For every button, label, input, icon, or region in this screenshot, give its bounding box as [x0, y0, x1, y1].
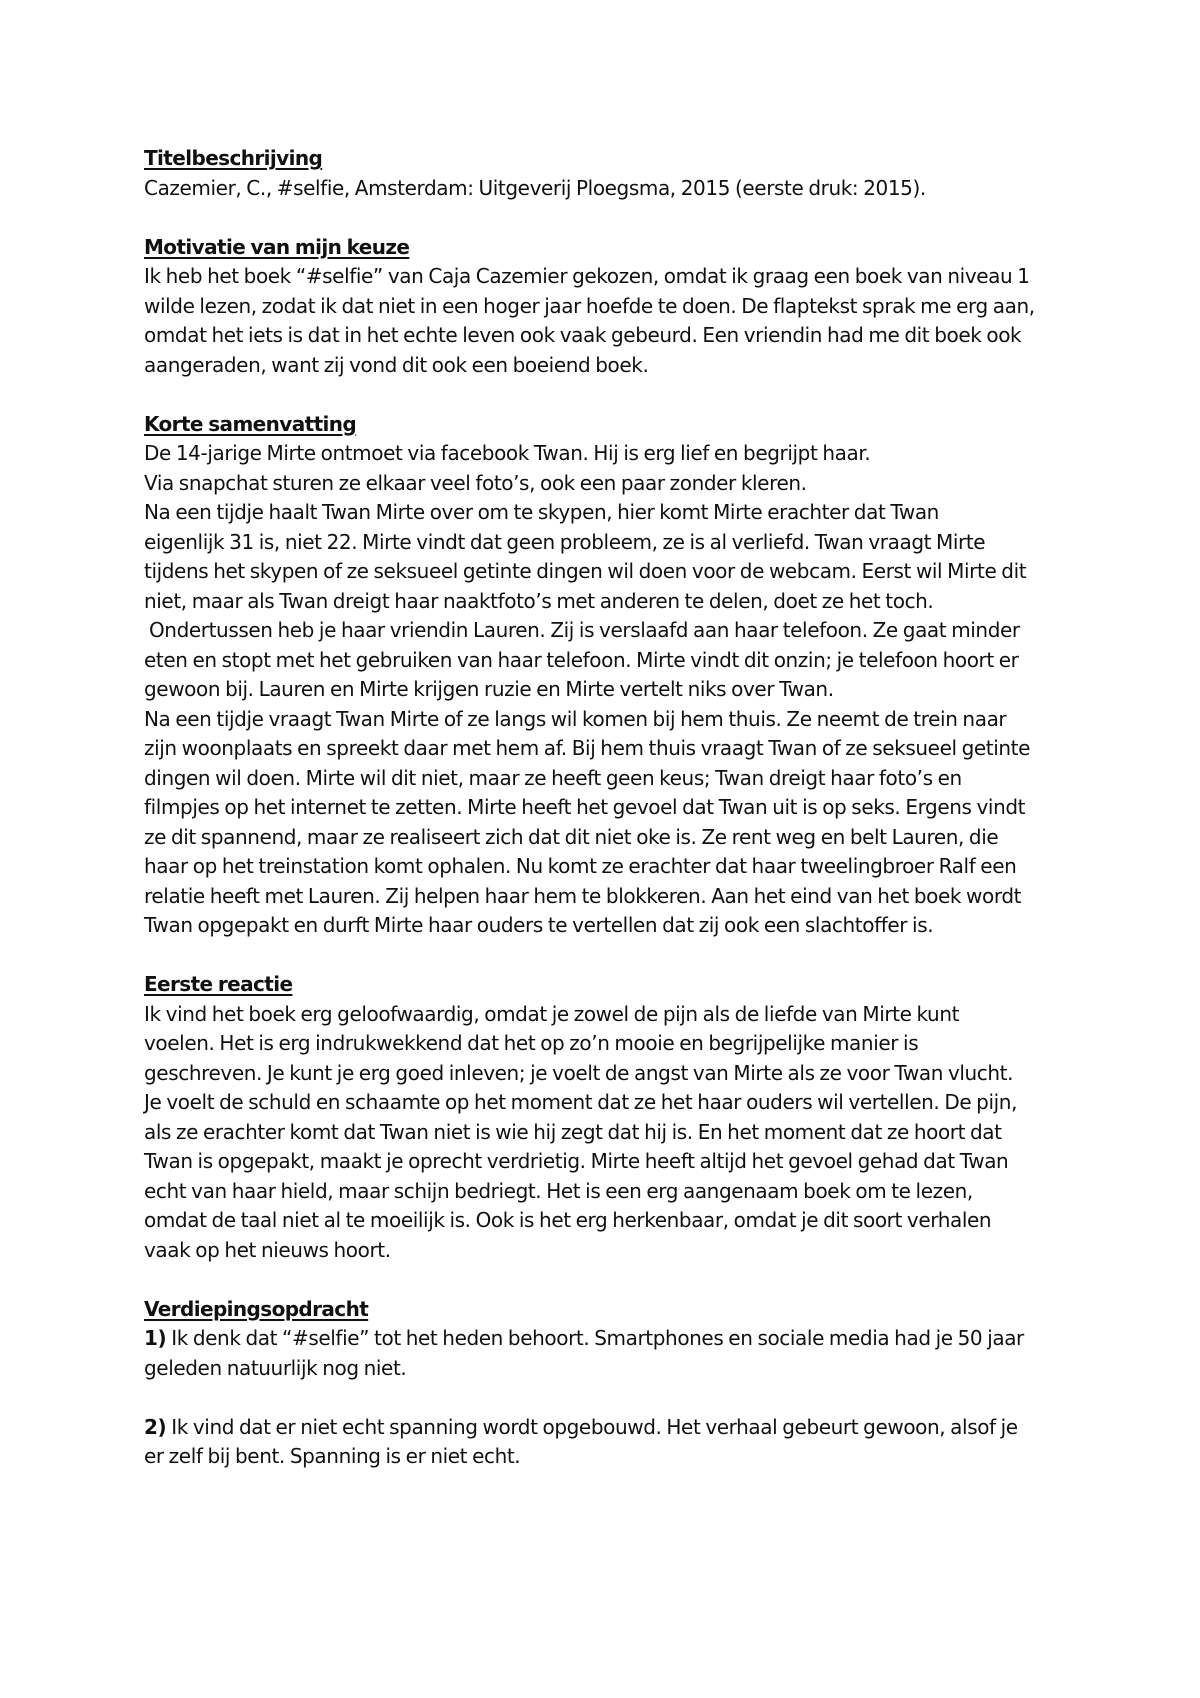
section-verdiepingsopdracht: [144, 1295, 1064, 1472]
text-line: voelen. Het is erg indrukwekkend dat het op zo’n mooie en begrijpelijke manier is: [144, 1031, 919, 1055]
text-line: Ik vind het boek erg geloofwaardig, omdat je zowel de pijn als de liefde van Mirte kunt: [144, 1001, 960, 1026]
text-line: wilde lezen, zodat ik dat niet in een hoger jaar hoefde te doen. De flaptekst sprak me erg aan,: [144, 293, 1035, 318]
text-line: [144, 1413, 1064, 1443]
answer-2: [144, 1413, 1064, 1472]
text-line: als ze erachter komt dat Twan niet is wie hij zegt dat hij is. En het moment dat ze hoort dat: [144, 1119, 1002, 1144]
paragraph-gap: [144, 1265, 1064, 1295]
text-line: tijdens het skypen of ze seksueel getinte dingen wil doen voor de webcam. Eerst wil Mirte dit: [144, 559, 1027, 583]
text-line: geschreven. Je kunt je erg goed inleven; je voelt de angst van Mirte als ze voor Twan vlucht.: [144, 1060, 1014, 1085]
section-korte-samenvatting: [144, 410, 1064, 941]
text-line: eigenlijk 31 is, niet 22. Mirte vindt dat geen probleem, ze is al verliefd. Twan vraagt Mirte: [144, 529, 986, 554]
text-line: relatie heeft met Lauren. Zij helpen haar hem te blokkeren. Aan het eind van het boek wordt: [144, 883, 1022, 908]
text-line: [144, 1324, 1064, 1354]
section-heading: Korte samenvatting: [144, 411, 357, 436]
text-line: Ik heb het boek “#selfie” van Caja Cazemier gekozen, omdat ik graag een boek van niveau 1: [144, 264, 1030, 288]
text-line: dingen wil doen. Mirte wil dit niet, maar ze heeft geen keus; Twan dreigt haar foto’s en: [144, 765, 962, 790]
text-line: omdat het iets is dat in het echte leven ook vaak gebeurd. Een vriendin had me dit boek ook: [144, 323, 1022, 347]
section-heading: Titelbeschrijving: [144, 146, 323, 170]
text-line: Twan opgepakt en durft Mirte haar ouders te vertellen dat zij ook een slachtoffer is.: [144, 913, 934, 937]
answer-number: 2): [144, 1414, 167, 1439]
paragraph-gap: [144, 203, 1064, 233]
section-heading: Motivatie van mijn keuze: [144, 234, 410, 259]
text-line: niet, maar als Twan dreigt haar naaktfoto’s met anderen te delen, doet ze het toch.: [144, 588, 934, 613]
paragraph-gap: [144, 1383, 1064, 1413]
section-heading: Eerste reactie: [144, 972, 293, 996]
document-body: [144, 144, 1064, 1472]
text-line: er zelf bij bent. Spanning is er niet echt.: [144, 1444, 521, 1468]
answer-1: [144, 1324, 1064, 1383]
section-heading: Verdiepingsopdracht: [144, 1296, 369, 1321]
text-line: zijn woonplaats en spreekt daar met hem af. Bij hem thuis vraagt Twan of ze seksueel getinte: [144, 736, 1031, 760]
section-titelbeschrijving: [144, 144, 1064, 203]
text-line: Cazemier, C., #selfie, Amsterdam: Uitgeverij Ploegsma, 2015 (eerste druk: 2015).: [144, 175, 926, 200]
text-line: filmpjes op het internet te zetten. Mirte heeft het gevoel dat Twan uit is op seks. Ergens vindt: [144, 795, 1026, 819]
text-line: vaak op het nieuws hoort.: [144, 1237, 391, 1262]
text-line: Na een tijdje vraagt Twan Mirte of ze langs wil komen bij hem thuis. Ze neemt de trein naar: [144, 706, 1007, 731]
text-line: Na een tijdje haalt Twan Mirte over om te skypen, hier komt Mirte erachter dat Twan: [144, 500, 939, 524]
text-line: echt van haar hield, maar schijn bedriegt. Het is een erg aangenaam boek om te lezen,: [144, 1178, 973, 1203]
text-line: gewoon bij. Lauren en Mirte krijgen ruzie en Mirte vertelt niks over Twan.: [144, 677, 834, 701]
paragraph-gap: [144, 380, 1064, 410]
section-eerste-reactie: [144, 970, 1064, 1265]
answer-text: Ik vind dat er niet echt spanning wordt opgebouwd. Het verhaal gebeurt gewoon, alsof je: [166, 1414, 1018, 1439]
text-line: Ondertussen heb je haar vriendin Lauren. Zij is verslaafd aan haar telefoon. Ze gaat minder: [144, 618, 1020, 642]
text-line: omdat de taal niet al te moeilijk is. Ook is het erg herkenbaar, omdat je dit soort verhalen: [144, 1208, 992, 1232]
text-line: Twan is opgepakt, maakt je oprecht verdrietig. Mirte heeft altijd het gevoel gehad dat Twan: [144, 1149, 1009, 1173]
text-line: Via snapchat sturen ze elkaar veel foto’s, ook een paar zonder kleren.: [144, 470, 807, 495]
paragraph-gap: [144, 941, 1064, 971]
section-motivatie: [144, 233, 1064, 381]
text-line: geleden natuurlijk nog niet.: [144, 1355, 407, 1380]
text-line: De 14-jarige Mirte ontmoet via facebook Twan. Hij is erg lief en begrijpt haar.: [144, 441, 871, 465]
answer-text: Ik denk dat “#selfie” tot het heden behoort. Smartphones en sociale media had je 50 jaar: [166, 1326, 1024, 1350]
text-line: ze dit spannend, maar ze realiseert zich dat dit niet oke is. Ze rent weg en belt Lauren, die: [144, 824, 999, 849]
text-line: aangeraden, want zij vond dit ook een boeiend boek.: [144, 352, 649, 377]
text-line: eten en stopt met het gebruiken van haar telefoon. Mirte vindt dit onzin; je telefoon hoort er: [144, 647, 1019, 672]
answer-number: 1): [144, 1326, 167, 1350]
text-line: haar op het treinstation komt ophalen. Nu komt ze erachter dat haar tweelingbroer Ralf een: [144, 854, 1017, 878]
text-line: Je voelt de schuld en schaamte op het moment dat ze het haar ouders wil vertellen. De pijn,: [144, 1090, 1018, 1114]
